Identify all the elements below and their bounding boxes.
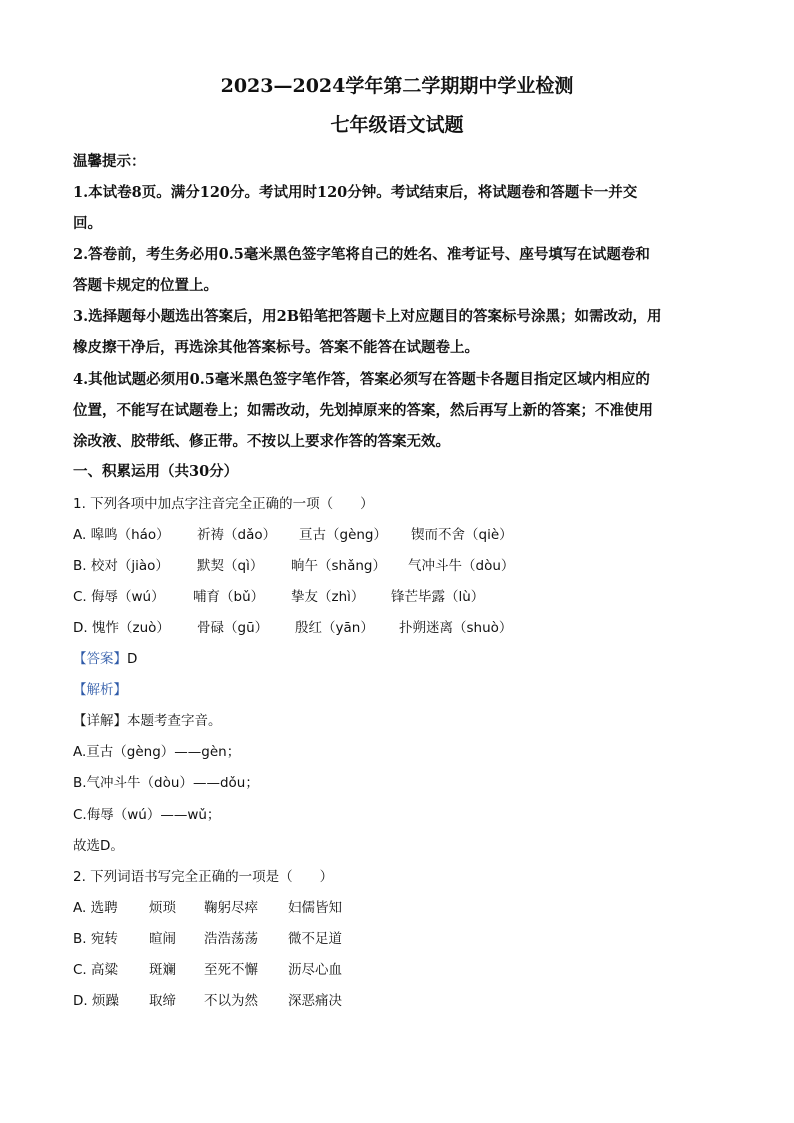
option-item: 亘古（gèng） <box>299 527 388 543</box>
answer-line <box>73 649 137 669</box>
option-item: 深恶痛决 <box>288 993 342 1009</box>
option-item: 微不足道 <box>288 931 342 947</box>
option-item: 取缔 <box>149 993 176 1009</box>
answer-value: D <box>127 651 138 667</box>
option-item: D. 烦躁 <box>73 993 119 1009</box>
option-item: 殷红（yān） <box>295 620 374 636</box>
option-item: B. 校对（jiào） <box>73 558 169 574</box>
option-item: 晌午（shǎng） <box>291 558 386 574</box>
option-item: 沥尽心血 <box>288 962 342 978</box>
detail-text: 本题考查字音。 <box>127 713 222 729</box>
notice-line: 橡皮擦干净后，再选涂其他答案标号。答案不能答在试题卷上。 <box>73 339 479 356</box>
option-item: 浩浩荡荡 <box>204 931 258 947</box>
question-1-stem: 1. 下列各项中加点字注音完全正确的一项（ ） <box>73 496 374 512</box>
notice-line: 回。 <box>73 215 102 232</box>
exam-title: 2023—2024学年第二学期期中学业检测 <box>220 75 574 97</box>
section-heading: 一、积累运用（共30分） <box>73 463 239 480</box>
option-item: 至死不懈 <box>204 962 258 978</box>
option-item: 默契（qì） <box>197 558 264 574</box>
exam-subtitle: 七年级语文试题 <box>330 114 464 136</box>
question-2-stem: 2. 下列词语书写完全正确的一项是（ ） <box>73 869 334 885</box>
option-item: A. 选聘 <box>73 900 118 916</box>
notice-line: 1.本试卷8页。满分120分。考试用时120分钟。考试结束后，将试题卷和答题卡一并交 <box>73 184 638 201</box>
option-item: 哺育（bǔ） <box>193 589 265 605</box>
option-item: 骨碌（gū） <box>197 620 269 636</box>
option-item: A. 嗥鸣（háo） <box>73 527 170 543</box>
detail-tag: 【详解】 <box>73 713 127 729</box>
option-item: 暄闹 <box>149 931 176 947</box>
option-item: 锋芒毕露（lù） <box>391 589 485 605</box>
notice-heading: 温馨提示： <box>73 153 146 170</box>
option-item: 扑朔迷离（shuò） <box>399 620 513 636</box>
notice-line: 3.选择题每小题选出答案后，用2B铅笔把答题卡上对应题目的答案标号涂黑；如需改动，用 <box>73 308 662 325</box>
option-item: 不以为然 <box>204 993 258 1009</box>
explanation-line: B.气冲斗牛（dòu）——dǒu； <box>73 775 259 791</box>
notice-line: 涂改液、胶带纸、修正带。不按以上要求作答的答案无效。 <box>73 433 450 450</box>
option-item: B. 宛转 <box>73 931 118 947</box>
option-item: C. 侮辱（wú） <box>73 589 165 605</box>
option-item: D. 愧怍（zuò） <box>73 620 170 636</box>
notice-line: 答题卡规定的位置上。 <box>73 277 218 294</box>
option-item: 祈祷（dǎo） <box>197 527 277 543</box>
option-item: 挚友（zhì） <box>291 589 365 605</box>
option-item: 气冲斗牛（dòu） <box>408 558 515 574</box>
explanation-line: A.亘古（gèng）——gèn； <box>73 744 241 760</box>
option-item: 妇儒皆知 <box>288 900 342 916</box>
notice-line: 位置，不能写在试题卷上；如需改动，先划掉原来的答案，然后再写上新的答案；不准使用 <box>73 402 653 419</box>
explanation-line: 故选D。 <box>73 838 124 854</box>
analysis-tag: 【解析】 <box>73 682 127 698</box>
option-item: 锲而不舍（qiè） <box>411 527 513 543</box>
notice-line: 4.其他试题必须用0.5毫米黑色签字笔作答，答案必须写在答题卡各题目指定区域内相应的 <box>73 371 650 388</box>
option-item: C. 高粱 <box>73 962 119 978</box>
notice-line: 2.答卷前，考生务必用0.5毫米黑色签字笔将自己的姓名、准考证号、座号填写在试题卷和 <box>73 246 650 263</box>
analysis-line <box>73 680 127 700</box>
answer-tag: 【答案】 <box>73 651 127 667</box>
option-item: 烦琐 <box>149 900 176 916</box>
explanation-line: C.侮辱（wú）——wǔ； <box>73 807 221 823</box>
option-item: 斑斓 <box>149 962 176 978</box>
detail-line <box>73 711 222 731</box>
option-item: 鞠躬尽瘁 <box>204 900 258 916</box>
